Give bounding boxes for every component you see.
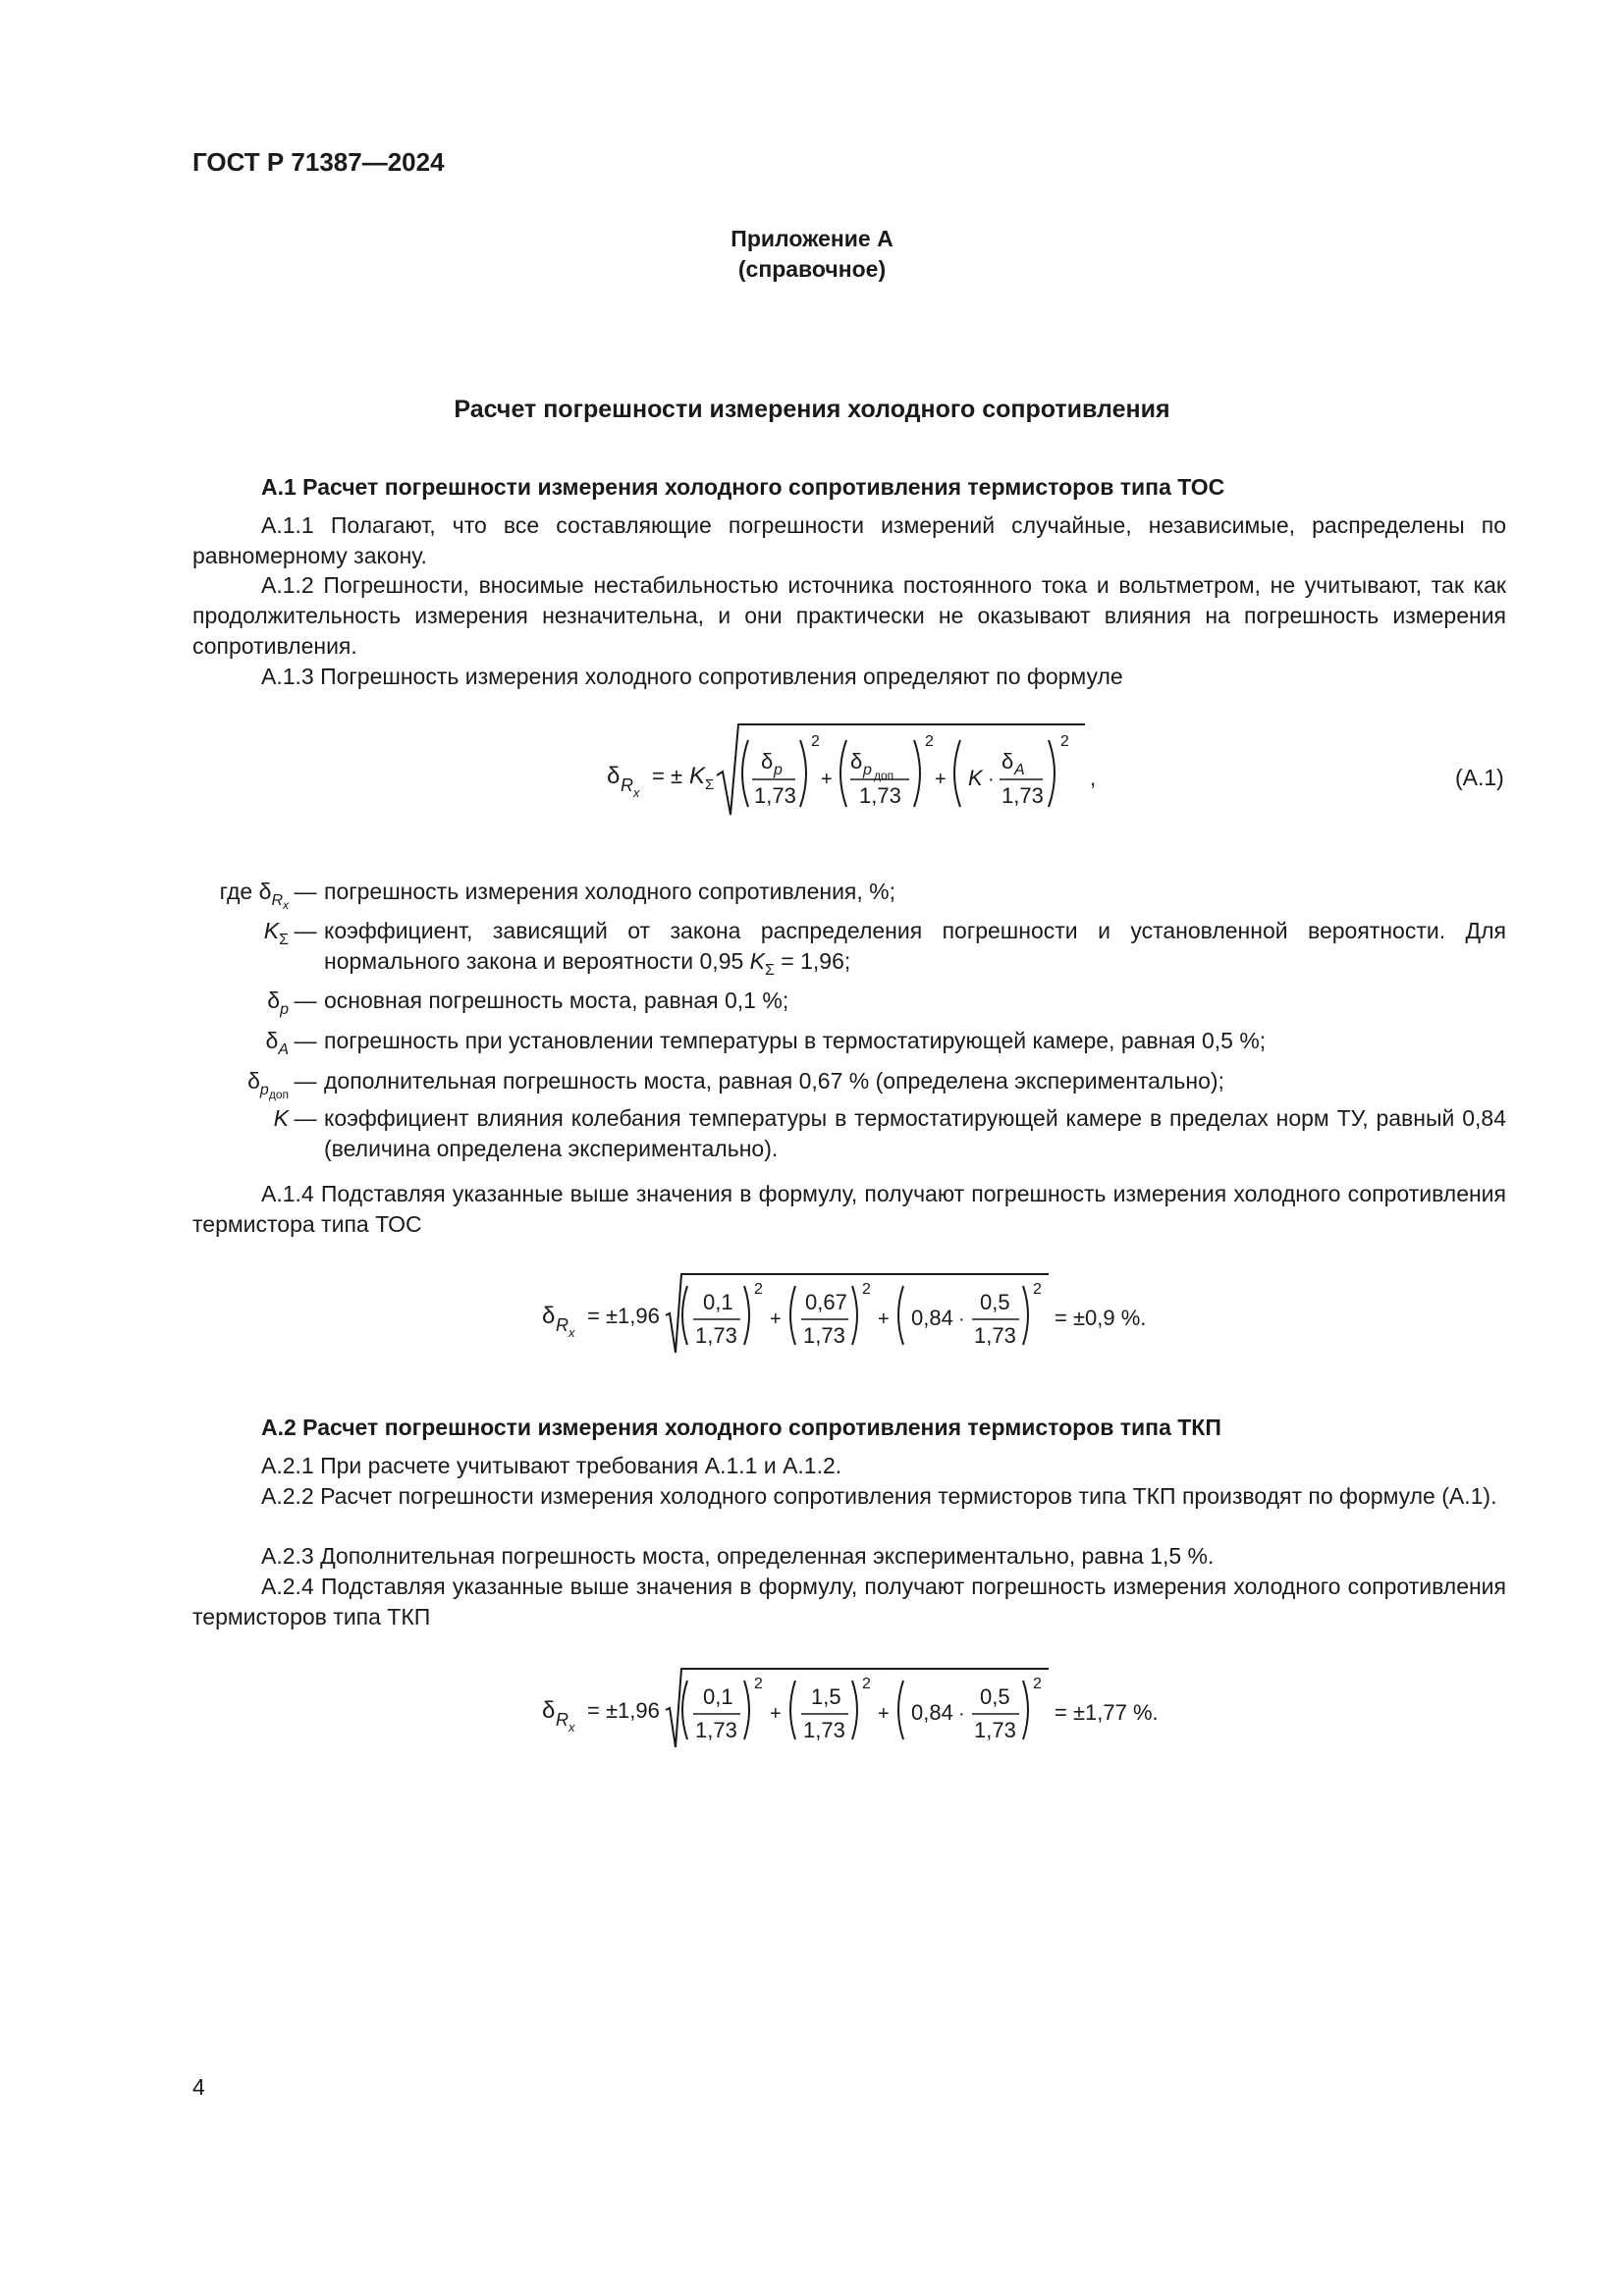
appendix-title: Приложение А <box>731 226 893 251</box>
svg-text:1,73: 1,73 <box>1001 783 1044 808</box>
svg-text:2: 2 <box>754 1676 763 1692</box>
appendix-subtitle: (справочное) <box>737 256 887 282</box>
svg-text:1,73: 1,73 <box>803 1718 845 1742</box>
svg-text:2: 2 <box>925 733 934 750</box>
svg-text:R: R <box>556 1710 568 1730</box>
svg-text:,: , <box>1090 766 1097 790</box>
svg-text:Σ: Σ <box>705 776 715 793</box>
svg-text:= ±: = ± <box>652 764 683 788</box>
document-code: ГОСТ Р 71387—2024 <box>192 147 445 177</box>
svg-text:0,1: 0,1 <box>703 1684 733 1709</box>
svg-text:2: 2 <box>1033 1676 1042 1692</box>
svg-text:1,73: 1,73 <box>695 1718 737 1742</box>
paragraph-a2-3: А.2.3 Дополнительная погрешность моста, определенная экспериментально, равна 1,5 %. <box>261 1543 1215 1569</box>
paragraph-a1-3: А.1.3 Погрешность измерения холодного сопротивления определяют по формуле <box>261 664 1123 689</box>
paragraph-a1-1: А.1.1 Полагают, что все составляющие погрешности измерений случайные, независимые, распределены по равномерному закону. <box>192 512 1506 568</box>
svg-text:2: 2 <box>754 1281 763 1298</box>
paragraph-a2-1: А.2.1 При расчете учитывают требования А.1.1 и А.1.2. <box>261 1453 842 1478</box>
svg-text:= ±1,96: = ±1,96 <box>587 1698 660 1723</box>
svg-text:δ: δ <box>542 1303 556 1329</box>
paragraph-a1-2: А.1.2 Погрешности, вносимые нестабильностью источника постоянного тока и вольтметром, не учитывают, так как продолжительность измерения незначительна, и они практически не оказывают влияния на погрешность измерения сопротивления. <box>192 572 1506 659</box>
svg-text:1,5: 1,5 <box>811 1684 841 1709</box>
svg-text:доп: доп <box>874 769 894 782</box>
svg-text:x: x <box>633 785 640 800</box>
svg-text:+: + <box>878 1703 890 1725</box>
paragraph-a2-2: А.2.2 Расчет погрешности измерения холодного сопротивления термисторов типа ТКП производят по формуле (А.1). <box>261 1483 1497 1509</box>
svg-text:2: 2 <box>862 1676 871 1692</box>
svg-text:δ: δ <box>761 749 774 774</box>
svg-text:δ: δ <box>1001 749 1014 774</box>
svg-text:·: · <box>958 1308 965 1330</box>
formula-number: (А.1) <box>1455 765 1504 790</box>
svg-text:2: 2 <box>1060 733 1069 750</box>
svg-text:0,5: 0,5 <box>980 1290 1010 1314</box>
svg-text:1,73: 1,73 <box>974 1718 1016 1742</box>
svg-text:+: + <box>770 1308 782 1330</box>
subsection-a1-heading: А.1 Расчет погрешности измерения холодного сопротивления термисторов типа ТОС <box>261 474 1225 500</box>
svg-text:1,73: 1,73 <box>695 1323 737 1348</box>
svg-text:2: 2 <box>1033 1281 1042 1298</box>
svg-text:+: + <box>821 769 833 790</box>
svg-text:= ±1,96: = ±1,96 <box>587 1304 660 1328</box>
svg-text:0,67: 0,67 <box>805 1290 847 1314</box>
svg-text:R: R <box>556 1315 568 1335</box>
svg-text:0,84: 0,84 <box>911 1700 953 1725</box>
svg-text:x: x <box>568 1720 575 1735</box>
svg-text:δ: δ <box>607 763 621 789</box>
subsection-a2-heading: А.2 Расчет погрешности измерения холодного сопротивления термисторов типа ТКП <box>261 1415 1221 1440</box>
formula-tkp <box>540 1659 1188 1757</box>
svg-text:= ±1,77 %.: = ±1,77 %. <box>1055 1700 1159 1725</box>
paragraph-a2-4: А.2.4 Подставляя указанные выше значения в формулу, получают погрешность измерения холодного сопротивления термисторов типа ТКП <box>192 1574 1506 1629</box>
formula-a1 <box>589 717 1119 825</box>
formula-tos <box>538 1264 1166 1362</box>
svg-text:1,73: 1,73 <box>974 1323 1016 1348</box>
svg-text:δ: δ <box>850 749 863 774</box>
svg-text:p: p <box>863 762 872 778</box>
svg-text:R: R <box>621 775 633 795</box>
svg-text:δ: δ <box>542 1697 556 1724</box>
svg-text:·: · <box>988 769 995 790</box>
svg-text:0,1: 0,1 <box>703 1290 733 1314</box>
svg-text:K: K <box>689 763 706 789</box>
svg-text:·: · <box>958 1703 965 1725</box>
svg-text:0,5: 0,5 <box>980 1684 1010 1709</box>
svg-text:+: + <box>770 1703 782 1725</box>
svg-text:1,73: 1,73 <box>754 783 796 808</box>
svg-text:1,73: 1,73 <box>859 783 901 808</box>
svg-text:0,84: 0,84 <box>911 1306 953 1330</box>
svg-text:A: A <box>1014 762 1025 778</box>
section-title: Расчет погрешности измерения холодного сопротивления <box>454 396 1170 423</box>
svg-text:+: + <box>878 1308 890 1330</box>
page-number: 4 <box>192 2074 205 2100</box>
svg-text:x: x <box>568 1325 575 1340</box>
svg-text:K: K <box>968 766 983 790</box>
svg-text:1,73: 1,73 <box>803 1323 845 1348</box>
svg-text:+: + <box>935 769 947 790</box>
svg-text:2: 2 <box>811 733 820 750</box>
svg-text:p: p <box>774 762 783 778</box>
where-intro: где <box>219 879 253 904</box>
paragraph-a1-4: А.1.4 Подставляя указанные выше значения в формулу, получают погрешность измерения холодного сопротивления термистора типа ТОС <box>192 1181 1506 1237</box>
svg-text:2: 2 <box>862 1281 871 1298</box>
svg-text:= ±0,9 %.: = ±0,9 %. <box>1055 1306 1147 1330</box>
